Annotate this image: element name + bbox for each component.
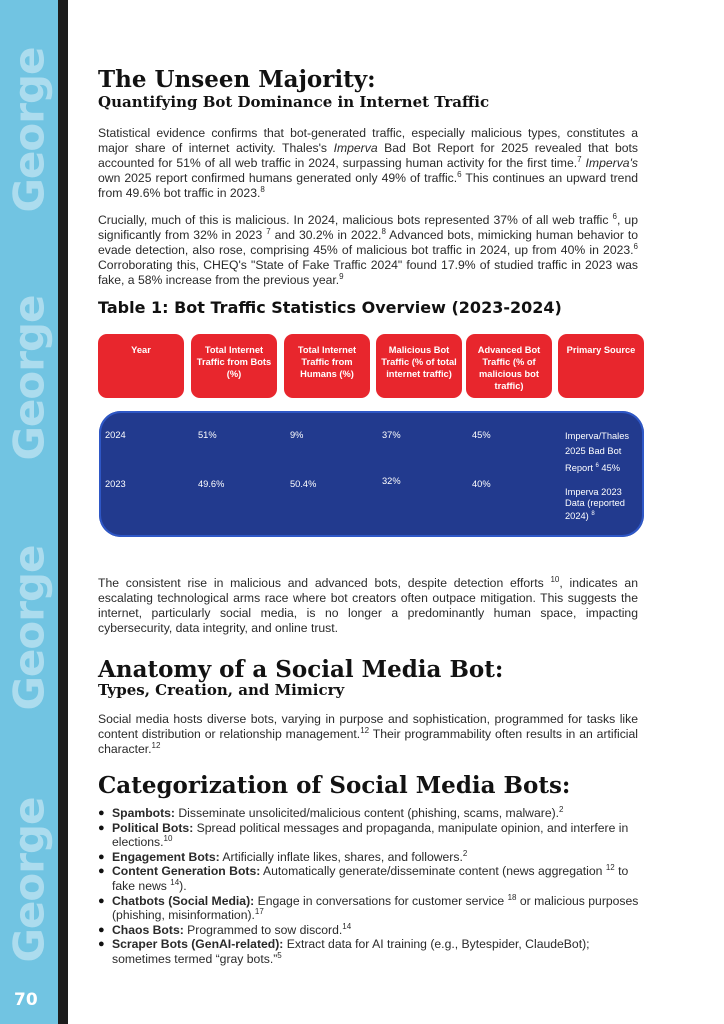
section-title: Anatomy of a Social Media Bot: [98, 656, 504, 683]
section-title: The Unseen Majority: [98, 66, 376, 93]
table-cell: 50.4% [290, 479, 317, 489]
table-cell: 40% [472, 479, 491, 489]
paragraph: The consistent rise in malicious and advanced bots, despite detection efforts $^{10}$, indicates an escalating technological arms race where bot creators often outpace mitigation. This suggests the internet, particularly social media, is no longer a predominantly human space, impacting cybersecurity, data integrity, and online trust. [98, 574, 638, 635]
table-cell: 37% [382, 430, 401, 440]
table-cell-source: Imperva/Thales 2025 Bad Bot Report $^6$ 45% [565, 431, 630, 474]
table-cell-source: Imperva 2023 Data (reported 2024) $^8$ [565, 487, 625, 522]
table-cell: 32% [382, 476, 401, 486]
table-cell: 51% [198, 430, 217, 440]
paragraph: Crucially, much of this is malicious. In 2024, malicious bots represented 37% of all web traffic $^6$, up significantly from 32% in 2023 $^7$ and 30.2% in 2022.$^8$ Advanced bots, mimicking human behavior to evade detection, also rose, comprising 45% of malicious bot traffic in 2024, up from 40% in 2023.$^6$ Corroborating this, CHEQ's "State of Fake Traffic 2024" found 17.9% of studied traffic in 2023 was fake, a 58% increase from the previous year.$^9$ [98, 211, 639, 287]
table-header-humans: Total Internet Traffic from Humans (%) [284, 334, 370, 398]
page-number: 70 [14, 990, 38, 1010]
list-item: ● Chaos Bots: Programmed to sow discord.$^{14}$ [98, 923, 643, 938]
watermark-text: George [4, 295, 54, 461]
list-item: ● Chatbots (Social Media): Engage in conversations for customer service $^{18}$ or malicious purposes (phishing, misinformation).$^{17}$ [98, 894, 643, 923]
sidebar-divider [58, 0, 68, 1024]
list-item: ● Engagement Bots: Artificially inflate likes, shares, and followers.$^2$ [98, 850, 643, 865]
watermark-text: George [4, 797, 54, 963]
table-header-bots: Total Internet Traffic from Bots (%) [191, 334, 277, 398]
list-item: ● Content Generation Bots: Automatically generate/disseminate content (news aggregation $^{12}$ to fake news $^{14}$). [98, 864, 643, 893]
table-header-year: Year [98, 334, 184, 398]
table-title: Table 1: Bot Traffic Statistics Overview (2023-2024) [98, 298, 562, 317]
table-cell: 2024 [105, 430, 126, 440]
list-item: ● Spambots: Disseminate unsolicited/malicious content (phishing, scams, malware).$^2$ [98, 806, 643, 821]
paragraph: Social media hosts diverse bots, varying in purpose and sophistication, programmed for tasks like content distribution or relationship management.$^{12}$ Their programmability often results in an artificial character.$^{12}$ [98, 712, 638, 756]
list-item: ● Scraper Bots (GenAI-related): Extract data for AI training (e.g., Bytespider, ClaudeBot); sometimes termed “gray bots.”$^5$ [98, 937, 643, 966]
table-header-malicious: Malicious Bot Traffic (% of total internet traffic) [376, 334, 462, 398]
table-cell: 9% [290, 430, 304, 440]
section-title: Categorization of Social Media Bots: [98, 772, 571, 799]
table-cell: 45% [472, 430, 491, 440]
table-cell: 49.6% [198, 479, 225, 489]
section-subtitle: Quantifying Bot Dominance in Internet Traffic [98, 93, 490, 111]
table-cell: 2023 [105, 479, 126, 489]
section-subtitle: Types, Creation, and Mimicry [98, 681, 345, 699]
watermark-text: George [4, 545, 54, 711]
table-body [99, 411, 644, 537]
bot-category-list [98, 806, 643, 967]
list-item: ● Political Bots: Spread political messages and propaganda, manipulate opinion, and interfere in elections.$^{10}$ [98, 821, 643, 850]
table-header-advanced: Advanced Bot Traffic (% of malicious bot traffic) [466, 334, 552, 398]
paragraph: Statistical evidence confirms that bot-generated traffic, especially malicious types, constitutes a major share of internet activity. Thales's Imperva Bad Bot Report for 2025 revealed that bots accounted for 51% of all web traffic in 2024, surpassing human activity for the first time.$^7$ Imperva's own 2025 report confirmed humans generated only 49% of traffic.$^6$ This continues an upward trend from 49.6% bot traffic in 2023.$^8$ [98, 126, 639, 200]
watermark-text: George [4, 47, 54, 213]
table-header-source: Primary Source [558, 334, 644, 398]
